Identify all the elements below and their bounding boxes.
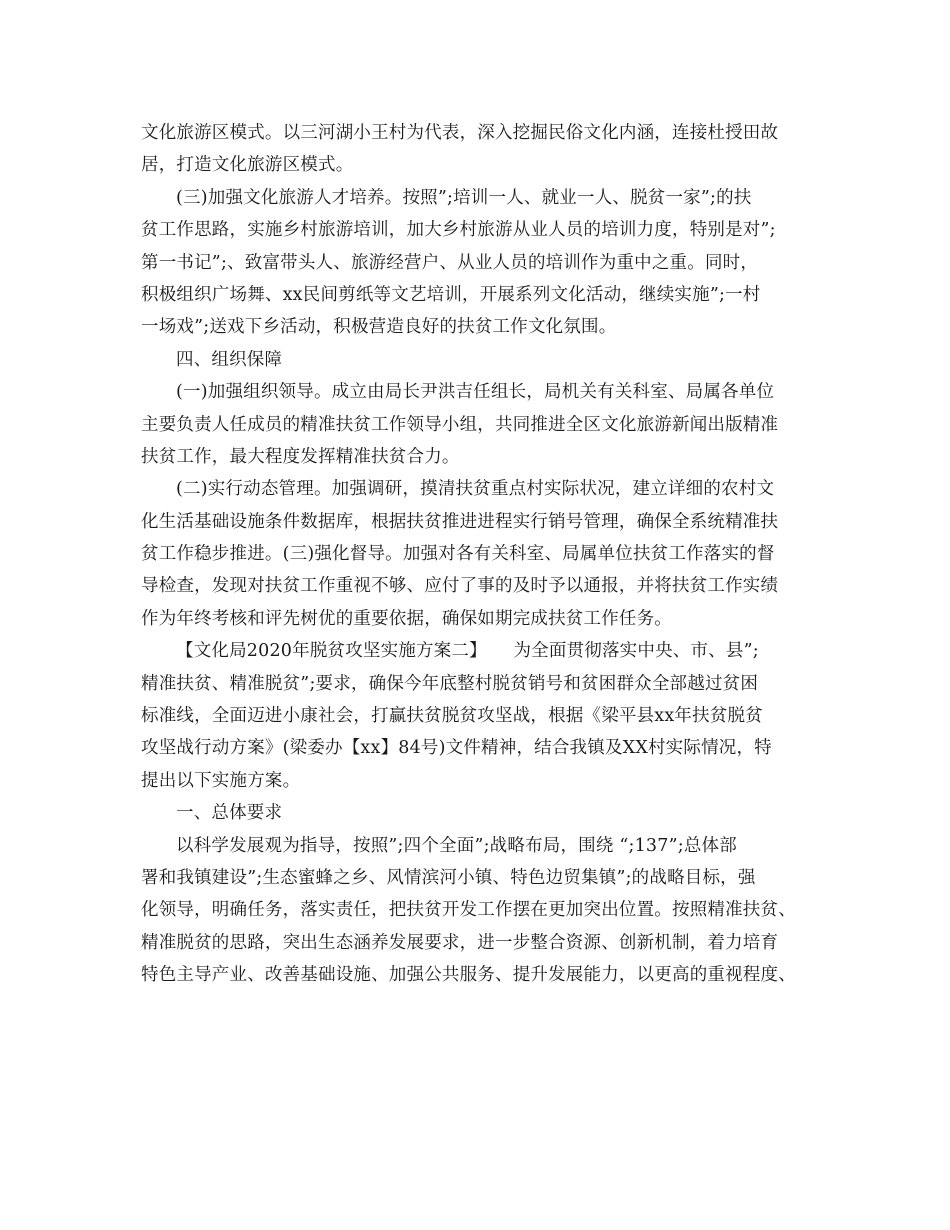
text-line: 标准线，全面迈进小康社会，打赢扶贫脱贫攻坚战，根据《梁平县xx年扶贫脱贫 (141, 706, 763, 727)
text-line: 积极组织广场舞、xx民间剪纸等文艺培训，开展系列文化活动，继续实施”;一村 (141, 284, 761, 305)
text-line: 精准扶贫、精准脱贫”;要求，确保今年底整村脱贫销号和贫困群众全部越过贫困 (141, 673, 759, 694)
text-line: 导检查，发现对扶贫工作重视不够、应付了事的及时予以通报，并将扶贫工作实绩 (141, 576, 779, 597)
text-line: 化生活基础设施条件数据库，根据扶贫推进进程实行销号管理，确保全系统精准扶 (141, 511, 779, 532)
paragraph-start-line: (二)实行动态管理。加强调研，摸清扶贫重点村实际状况，建立详细的农村文 (176, 479, 775, 500)
section-heading: 一、总体要求 (176, 803, 283, 824)
text-line: 化领导，明确任务，落实责任，把扶贫开发工作摆在更加突出位置。按照精准扶贫、 (141, 900, 796, 921)
text-line: 一场戏”;送戏下乡活动，积极营造良好的扶贫工作文化氛围。 (141, 317, 617, 338)
paragraph-start-line: (一)加强组织领导。成立由局长尹洪吉任组长，局机关有关科室、局属各单位 (176, 382, 775, 403)
text-line: 文化旅游区模式。以三河湖小王村为代表，深入挖掘民俗文化内涵，连接杜授田故 (141, 123, 779, 143)
text-line: 精准脱贫的思路，突出生态涵养发展要求，进一步整合资源、创新机制，着力培育 (141, 932, 779, 953)
text-line: 署和我镇建设”;生态蜜蜂之乡、风情滨河小镇、特色边贸集镇”;的战略目标，强 (141, 867, 756, 888)
text-line: 扶贫工作，最大程度发挥精准扶贫合力。 (141, 446, 460, 467)
text-line: 主要负责人任成员的精准扶贫工作领导小组，共同推进全区文化旅游新闻出版精准 (141, 414, 779, 435)
text-line: 作为年终考核和评先树优的重要依据，确保如期完成扶贫工作任务。 (141, 608, 672, 629)
text-line: 贫工作稳步推进。(三)强化督导。加强对各有关科室、局属单位扶贫工作落实的督 (141, 544, 775, 565)
section-heading: 四、组织保障 (176, 349, 283, 370)
paragraph-start-line: 【文化局2020年脱贫攻坚实施方案二】 为全面贯彻落实中央、市、县”; (176, 641, 759, 662)
text-line: 贫工作思路，实施乡村旅游培训，加大乡村旅游从业人员的培训力度，特别是对”; (141, 220, 776, 241)
paragraph-start-line: (三)加强文化旅游人才培养。按照”;培训一人、就业一人、脱贫一家”;的扶 (176, 187, 752, 208)
text-line: 特色主导产业、改善基础设施、加强公共服务、提升发展能力，以更高的重视程度、 (141, 965, 796, 986)
paragraph-start-line: 以科学发展观为指导，按照”;四个全面”;战略布局，围绕 “;137”;总体部 (176, 835, 737, 856)
text-line: 居，打造文化旅游区模式。 (141, 155, 354, 176)
text-line: 提出以下实施方案。 (141, 770, 301, 791)
document-body (141, 117, 821, 992)
text-line: 攻坚战行动方案》(梁委办【xx】84号)文件精神，结合我镇及XX村实际情况，特 (141, 738, 772, 759)
text-line: 第一书记”;、致富带头人、旅游经营户、从业人员的培训作为重中之重。同时， (141, 252, 759, 273)
